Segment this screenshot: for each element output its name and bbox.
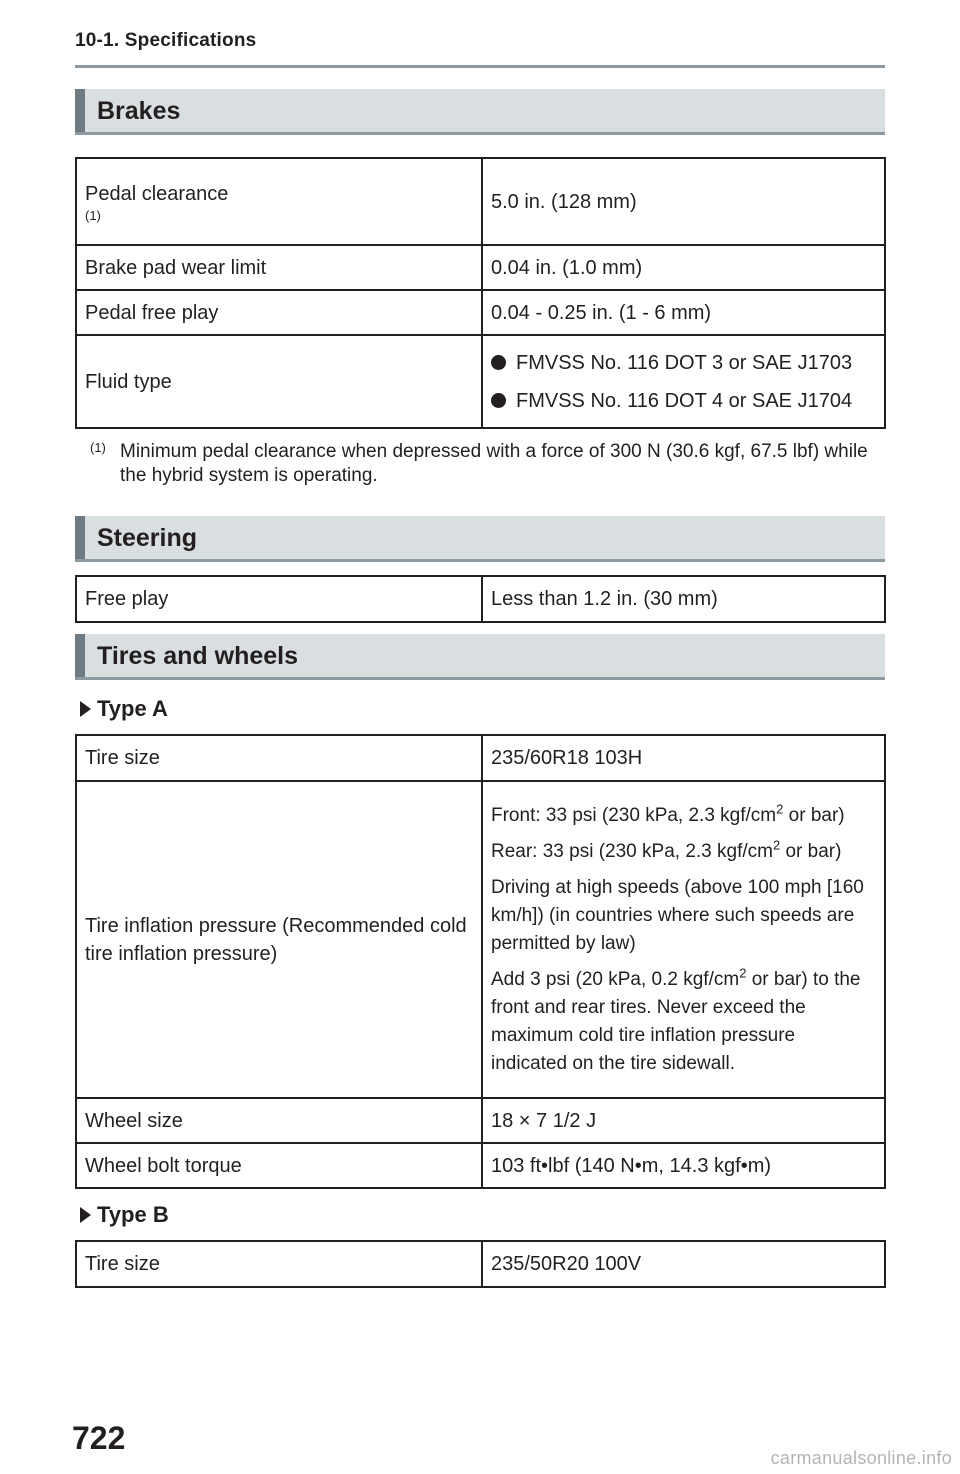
section-title: Tires and wheels [97,642,299,670]
high-speed-adjustment: Add 3 psi (20 kPa, 0.2 kgf/$cm^2$ or bar) to the front and rear tires. Never exceed the maximum cold tire inflation pressure indicated on the tire sidewall. [491,965,861,1074]
table-row [76,576,885,622]
table-cell-value: 103 ft•lbf (140 N•m, 14.3 kgf•m) [482,1143,885,1188]
list-item [491,349,876,377]
section-accent [75,634,85,677]
table-cell-label [76,158,482,245]
tires-type-b-table [75,1240,886,1288]
section-heading-steering [75,516,885,562]
section-title: Steering [97,524,198,552]
running-header: 10-1. Specifications [75,30,257,51]
table-cell-label: Tire size [76,735,482,781]
table-row [76,335,885,428]
table-row [76,245,885,290]
table-cell-value: 0.04 in. (1.0 mm) [482,245,885,290]
table-row [76,781,885,1098]
type-a-label: Type A [97,696,168,721]
table-cell-value: 235/60R18 103H [482,735,885,781]
table-cell-label: Free play [76,576,482,622]
table-cell-value [482,335,885,428]
type-b-label: Type B [97,1202,169,1227]
tires-type-a-table [75,734,886,1189]
table-row [76,1241,885,1287]
brakes-table [75,157,886,429]
type-b-heading [80,1202,169,1228]
type-a-heading [80,696,168,722]
table-row [76,735,885,781]
rear-pressure: Rear: 33 psi (230 kPa, 2.3 kgf/$cm^2$ or bar) [491,837,842,862]
section-title: Brakes [97,97,181,125]
steering-table [75,575,886,623]
section-heading-brakes [75,89,885,135]
table-cell-value: 18 × 7 1/2 J [482,1098,885,1143]
table-cell-value: 5.0 in. (128 mm) [482,158,885,245]
footnote-text: Minimum pedal clearance when depressed with a force of 300 N (30.6 kgf, 67.5 lbf) while the hybrid system is operating. [120,441,868,486]
high-speed-note: Driving at high speeds (above 100 mph [160 km/h]) (in countries where such speeds are permitted by law) [491,876,864,954]
pedal-clearance-label: Pedal clearance [85,182,229,205]
table-cell-label: Tire inflation pressure (Recommended cold tire inflation pressure) [76,781,482,1098]
table-cell-label: Wheel size [76,1098,482,1143]
table-cell-label: Brake pad wear limit [76,245,482,290]
bullet-icon [491,355,506,370]
triangle-arrow-icon [80,701,91,717]
section-accent [75,516,85,559]
fluid-type-option: FMVSS No. 116 DOT 4 or SAE J1704 [516,389,853,412]
brakes-footnote [90,440,890,488]
triangle-arrow-icon [80,1207,91,1223]
table-cell-value: Less than 1.2 in. (30 mm) [482,576,885,622]
table-cell-label: Wheel bolt torque [76,1143,482,1188]
header-rule [75,65,885,68]
table-row [76,1098,885,1143]
fluid-type-option: FMVSS No. 116 DOT 3 or SAE J1703 [516,351,853,374]
bullet-icon [491,393,506,408]
table-cell-label: Fluid type [76,335,482,428]
table-cell-label: Tire size [76,1241,482,1287]
table-cell-label: Pedal free play [76,290,482,335]
section-accent [75,89,85,132]
footnote-reference: (1) [85,207,101,223]
table-row [76,290,885,335]
front-pressure: Front: 33 psi (230 kPa, 2.3 kgf/$cm^2$ or bar) [491,801,845,826]
watermark: carmanualsonline.info [770,1448,952,1468]
list-item [491,387,876,415]
table-row [76,1143,885,1188]
section-heading-tires [75,634,885,680]
table-row [76,158,885,245]
table-cell-value [482,781,885,1098]
page-number: 722 [72,1420,126,1456]
table-cell-value: 0.04 - 0.25 in. (1 - 6 mm) [482,290,885,335]
footnote-marker: (1) [90,440,106,455]
table-cell-value: 235/50R20 100V [482,1241,885,1287]
